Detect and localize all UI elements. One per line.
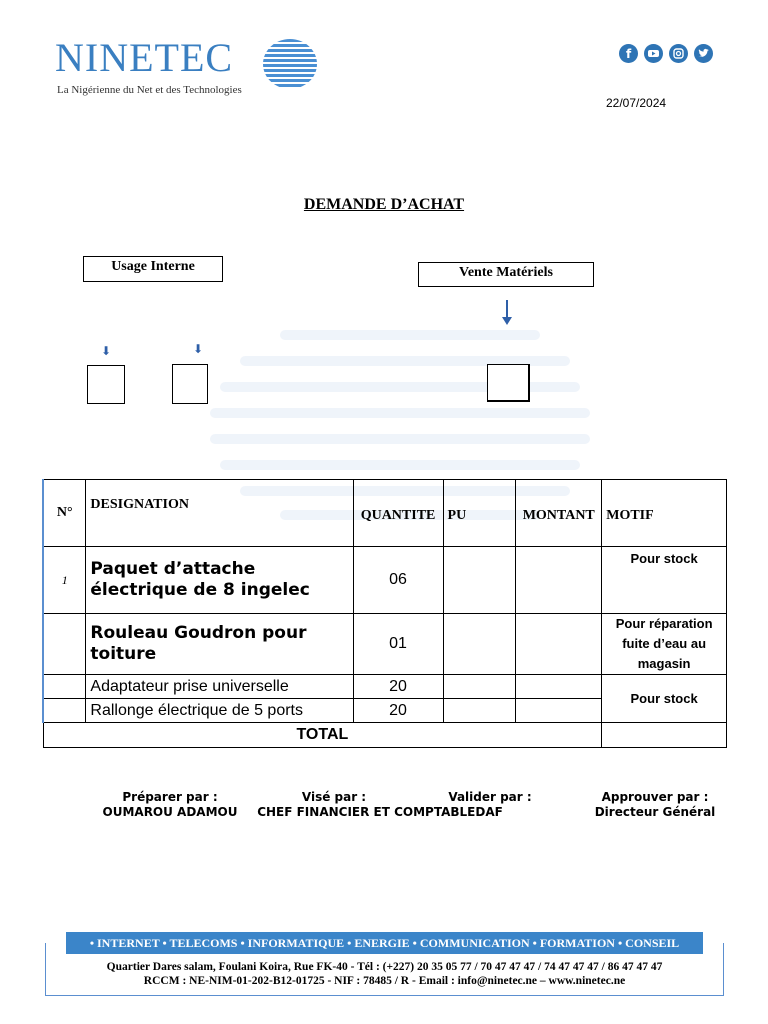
row-montant xyxy=(516,614,602,675)
row-motif: Pour stock xyxy=(602,547,727,614)
row-montant xyxy=(516,675,602,699)
usage-interne-checkbox-1[interactable] xyxy=(87,365,125,404)
usage-interne-label: Usage Interne xyxy=(83,256,223,282)
prepared-name: OUMAROU ADAMOU xyxy=(102,805,238,819)
row-pu xyxy=(443,614,516,675)
signature-valide xyxy=(430,790,550,805)
column-header-montant: MONTANT xyxy=(516,480,602,547)
vise-label: Visé par : xyxy=(301,790,367,804)
row-num xyxy=(43,699,86,723)
row-pu xyxy=(443,699,516,723)
row-num xyxy=(43,675,86,699)
row-quantite: 01 xyxy=(353,614,443,675)
instagram-icon[interactable] xyxy=(669,44,688,63)
row-montant xyxy=(516,699,602,723)
row-pu xyxy=(443,675,516,699)
row-num xyxy=(43,614,86,675)
vente-materiels-label: Vente Matériels xyxy=(418,262,594,287)
row-quantite: 20 xyxy=(353,675,443,699)
column-header-num: N° xyxy=(43,480,86,547)
column-header-quantite: QUANTITE xyxy=(353,480,443,547)
table-row xyxy=(43,547,727,614)
arrow-down-icon: ⬇ xyxy=(101,344,112,358)
column-header-designation: DESIGNATION xyxy=(86,480,353,547)
prepared-label: Préparer par : xyxy=(122,790,218,804)
total-value xyxy=(602,723,727,748)
arrow-down-icon: ⬇ xyxy=(193,342,204,356)
approuve-name: Directeur Général xyxy=(594,805,716,819)
valide-label: Valider par : xyxy=(448,790,532,804)
document-date: 22/07/2024 xyxy=(606,96,667,110)
row-designation: Adaptateur prise universelle xyxy=(86,675,353,699)
column-header-motif: MOTIF xyxy=(602,480,727,547)
vise-name: CHEF FINANCIER ET COMPTABLEDAF xyxy=(257,805,503,819)
total-label: TOTAL xyxy=(43,723,602,748)
row-montant xyxy=(516,547,602,614)
table-header-row xyxy=(43,480,727,547)
row-motif: Pour stock xyxy=(602,675,727,723)
row-num: 1 xyxy=(43,547,86,614)
footer-services-band: • INTERNET • TELECOMS • INFORMATIQUE • ENERGIE • COMMUNICATION • FORMATION • CONSEIL xyxy=(66,932,703,954)
signature-approuve xyxy=(580,790,730,820)
globe-logo-icon xyxy=(262,38,318,90)
usage-interne-checkbox-2[interactable] xyxy=(172,364,208,404)
svg-text:f: f xyxy=(626,47,632,61)
row-quantite: 06 xyxy=(353,547,443,614)
row-pu xyxy=(443,547,516,614)
purchase-items-table xyxy=(42,479,727,748)
facebook-icon[interactable] xyxy=(619,44,638,63)
total-row xyxy=(43,723,727,748)
footer-legal: RCCM : NE-NIM-01-202-B12-01725 - NIF : 78485 / R - Email : info@ninetec.ne – www.ninetec.ne xyxy=(143,975,626,987)
approuve-label: Approuver par : xyxy=(601,790,709,804)
footer-address: Quartier Dares salam, Foulani Koira, Rue FK-40 - Tél : (+227) 20 35 05 77 / 70 47 47 47 / 74 47 47 47 / 86 47 47 47 xyxy=(106,961,663,973)
company-logo-text: NINETEC xyxy=(55,35,234,80)
table-row xyxy=(43,614,727,675)
youtube-icon[interactable] xyxy=(644,44,663,63)
row-designation: Paquet d’attache électrique de 8 ingelec xyxy=(86,547,353,614)
row-quantite: 20 xyxy=(353,699,443,723)
row-motif: Pour réparation fuite d’eau au magasin xyxy=(602,614,727,675)
company-tagline: La Nigérienne du Net et des Technologies xyxy=(57,84,242,96)
twitter-icon[interactable] xyxy=(694,44,713,63)
vente-materiels-checkbox[interactable] xyxy=(487,364,530,402)
row-designation: Rouleau Goudron pour toiture xyxy=(86,614,353,675)
row-designation: Rallonge électrique de 5 ports xyxy=(86,699,353,723)
column-header-pu: PU xyxy=(443,480,516,547)
table-row xyxy=(43,675,727,699)
document-title: DEMANDE D’ACHAT xyxy=(303,196,465,213)
arrow-down-icon xyxy=(500,300,514,326)
social-icons xyxy=(619,44,713,63)
